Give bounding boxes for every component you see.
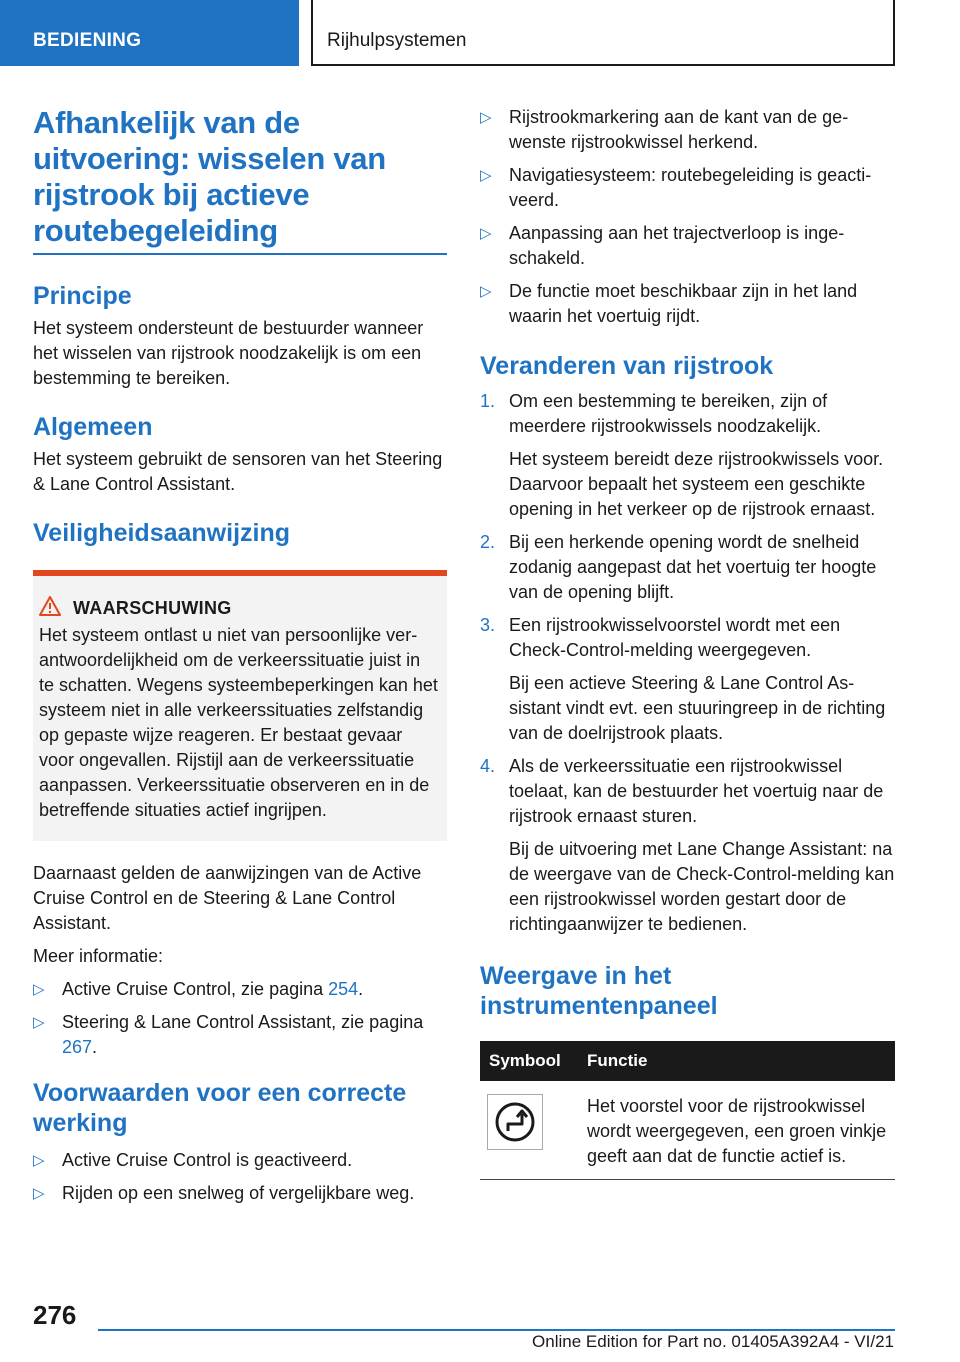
left-column: [33, 105, 447, 1206]
chapter-label: Rijhulpsystemen: [327, 30, 467, 51]
step-number: 1.: [480, 391, 496, 411]
condition-item: ▷ De functie moet beschikbaar zijn in het land waarin het voertuig rijdt.: [480, 281, 858, 326]
title-divider: [33, 253, 447, 255]
condition-item: ▷ Active Cruise Control is geactiveerd.: [33, 1148, 447, 1173]
warning-box: [33, 570, 447, 841]
section-tab: [0, 0, 299, 66]
bullet-arrow-icon: ▷: [33, 1152, 45, 1169]
page-link-254[interactable]: 254: [328, 979, 359, 999]
lane-change-icon: [487, 1094, 543, 1150]
section-label: BEDIENING: [33, 30, 142, 51]
conditions-list-right: [480, 105, 895, 329]
function-column-header: Functie: [578, 1041, 895, 1081]
step-number: 2.: [480, 532, 496, 552]
symbol-table: [480, 1041, 895, 1180]
principle-text: Het systeem ondersteunt de bestuurder wanneer het wisselen van rijstrook noodzakelijk is om een bestemming te bereiken.: [33, 318, 424, 388]
warning-triangle-icon: [39, 596, 61, 616]
bullet-arrow-icon: ▷: [480, 167, 492, 184]
conditions-list-left: [33, 1148, 447, 1206]
conditions-heading: Voorwaarden voor een correcte werking: [33, 1079, 407, 1137]
step-item: 3. Een rijstrookwisselvoorstel wordt met een Check-Control-melding weergegeven. Bij een actieve Steering & Lane Control Assistant vindt evt. een stuuringreep in de richting van de doelrijstrook plaats.: [480, 615, 886, 743]
more-info-label: Meer informatie:: [33, 946, 164, 966]
bullet-arrow-icon: ▷: [33, 1014, 45, 1031]
warning-title-text: WAARSCHUWING: [73, 598, 232, 618]
change-steps: [480, 389, 895, 937]
symbol-cell: [480, 1081, 578, 1180]
condition-item: ▷ Rijstrookmarkering aan de kant van de gewenste rijstrookwissel herkend.: [480, 107, 849, 152]
footer-divider: [98, 1329, 895, 1331]
warning-title: [73, 598, 440, 619]
display-heading: Weergave in het instrumentenpaneel: [480, 962, 718, 1020]
warning-text: Het systeem ontlast u niet van persoonlijke verantwoordelijkheid om de verkeerssituatie juist in te schatten. Wegens systeembeperkingen kan het systeem niet in alle verkeerssituaties zelfstandig op gepaste wijze reageren. Er bestaat gevaar voor ongevallen. Rijstijl aan de verkeerssituatie aanpassen. Verkeerssituatie observeren en in de betreffende situaties actief ingrijpen.: [39, 625, 438, 820]
table-row: [480, 1081, 895, 1180]
page-title: Afhankelijk van de uitvoering: wisselen van rijstrook bij actieve routebegeleiding: [33, 105, 386, 248]
step-number: 3.: [480, 615, 496, 635]
bullet-arrow-icon: ▷: [480, 225, 492, 242]
step-item: 2. Bij een herkende opening wordt de snelheid zodanig aangepast dat het voertuig ter hoogte van de opening blijft.: [480, 532, 877, 602]
page-number: 276: [33, 1300, 77, 1330]
right-column: [480, 105, 895, 1180]
bullet-arrow-icon: ▷: [480, 283, 492, 300]
edition-note: Online Edition for Part no. 01405A392A4 - VI/21: [532, 1332, 894, 1351]
condition-item: ▷ Aanpassing aan het trajectverloop is ingeschakeld.: [480, 223, 845, 268]
symbol-column-header: Symbool: [480, 1041, 578, 1081]
reference-list: [33, 977, 447, 1060]
bullet-arrow-icon: ▷: [480, 109, 492, 126]
general-text: Het systeem gebruikt de sensoren van het Steering & Lane Control Assistant.: [33, 449, 443, 494]
condition-item: ▷ Rijden op een snelweg of vergelijkbare weg.: [33, 1181, 447, 1206]
step-item: 4. Als de verkeerssituatie een rijstrookwissel toelaat, kan de bestuurder het voertuig naar de rijstrook ernaast sturen. Bij de uitvoering met Lane Change Assistant: na de weergave van de Check-Control-melding kan een rijstrookwissel worden gestart door de richtingaanwijzer te bedienen.: [480, 756, 895, 934]
general-heading: Algemeen: [33, 413, 153, 441]
condition-item: ▷ Navigatiesysteem: routebegeleiding is geactiveerd.: [480, 165, 872, 210]
bullet-arrow-icon: ▷: [33, 1185, 45, 1202]
reference-item: ▷ Active Cruise Control, zie pagina 254.: [33, 977, 447, 1002]
safety-heading: Veiligheidsaanwijzing: [33, 519, 291, 547]
safety-after-text: Daarnaast gelden de aanwijzingen van de Active Cruise Control en de Steering & Lane Control Assistant.: [33, 863, 422, 933]
step-number: 4.: [480, 756, 496, 776]
principle-heading: Principe: [33, 282, 132, 310]
change-heading: Veranderen van rijstrook: [480, 352, 774, 380]
reference-item: ▷ Steering & Lane Control Assistant, zie pagina 267.: [33, 1012, 424, 1057]
bullet-arrow-icon: ▷: [33, 981, 45, 998]
step-item: 1. Om een bestemming te bereiken, zijn of meerdere rijstrookwissels noodzakelijk. Het systeem bereidt deze rijstrookwissels voor. Daarvoor bepaalt het systeem een geschikte opening in het verkeer op de rijstrook ernaast.: [480, 391, 884, 519]
function-cell: Het voorstel voor de rijstrookwissel wordt weergegeven, een groen vinkje geeft aan dat de functie actief is.: [578, 1081, 895, 1180]
page-link-267[interactable]: 267: [62, 1037, 93, 1057]
chapter-tab: [311, 0, 895, 66]
